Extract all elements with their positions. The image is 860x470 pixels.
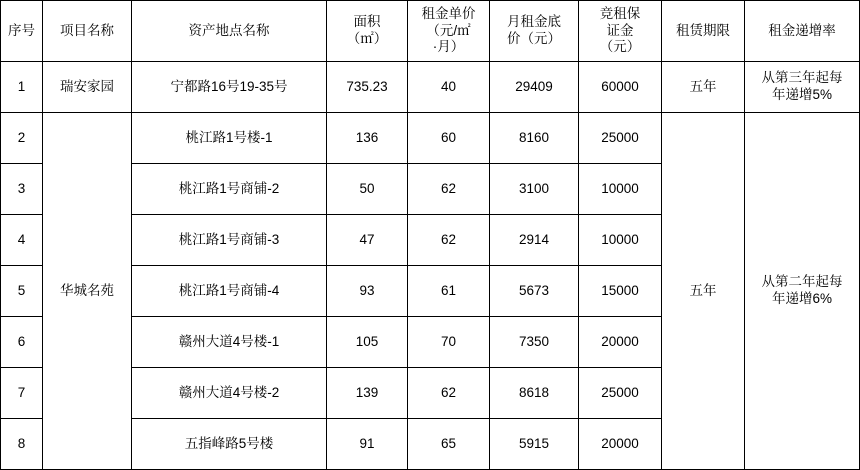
cell-unit-price: 65 (408, 419, 490, 470)
cell-index: 7 (1, 368, 43, 419)
cell-location: 赣州大道4号楼-1 (132, 317, 327, 368)
cell-monthly-floor: 2914 (490, 215, 579, 266)
cell-location: 赣州大道4号楼-2 (132, 368, 327, 419)
cell-project: 华城名苑 (43, 113, 132, 470)
column-header-term: 租赁期限 (662, 1, 745, 62)
cell-unit-price: 62 (408, 368, 490, 419)
cell-monthly-floor: 8160 (490, 113, 579, 164)
cell-monthly-floor: 5915 (490, 419, 579, 470)
cell-unit-price: 62 (408, 215, 490, 266)
cell-location: 五指峰路5号楼 (132, 419, 327, 470)
column-header-unit-price (408, 1, 490, 62)
cell-monthly-floor: 3100 (490, 164, 579, 215)
table-row (1, 62, 860, 113)
column-header-deposit-line3: （元） (599, 39, 641, 55)
cell-area: 735.23 (327, 62, 408, 113)
cell-area: 91 (327, 419, 408, 470)
cell-deposit: 15000 (579, 266, 662, 317)
table-body (1, 62, 860, 470)
column-header-unit-price-line2: （元/㎡ (426, 22, 471, 38)
cell-index: 8 (1, 419, 43, 470)
column-header-deposit-line1: 竞租保 (599, 5, 641, 21)
table-header (1, 1, 860, 62)
cell-index: 1 (1, 62, 43, 113)
column-header-area-line1: 面积 (353, 14, 381, 30)
cell-escalation-line2: 年递增6% (771, 291, 832, 306)
cell-escalation-line1: 从第二年起每 (761, 274, 843, 290)
column-header-unit-price-line1: 租金单价 (421, 5, 476, 21)
column-header-escalation: 租金递增率 (745, 1, 860, 62)
cell-index: 4 (1, 215, 43, 266)
column-header-deposit (579, 1, 662, 62)
cell-deposit: 25000 (579, 368, 662, 419)
cell-deposit: 20000 (579, 419, 662, 470)
cell-escalation-line1: 从第三年起每 (761, 70, 843, 86)
cell-index: 6 (1, 317, 43, 368)
column-header-unit-price-line3: ·月） (432, 39, 465, 55)
cell-term: 五年 (662, 62, 745, 113)
cell-location: 桃江路1号商铺-2 (132, 164, 327, 215)
cell-deposit: 60000 (579, 62, 662, 113)
cell-unit-price: 70 (408, 317, 490, 368)
cell-index: 3 (1, 164, 43, 215)
cell-index: 5 (1, 266, 43, 317)
cell-unit-price: 40 (408, 62, 490, 113)
cell-unit-price: 60 (408, 113, 490, 164)
column-header-location: 资产地点名称 (132, 1, 327, 62)
column-header-project: 项目名称 (43, 1, 132, 62)
cell-escalation (745, 62, 860, 113)
column-header-monthly-floor-line1: 月租金底 (507, 14, 561, 30)
column-header-deposit-line2: 证金 (606, 22, 634, 38)
cell-project: 瑞安家园 (43, 62, 132, 113)
header-row (1, 1, 860, 62)
cell-escalation (745, 113, 860, 470)
cell-deposit: 10000 (579, 215, 662, 266)
cell-index: 2 (1, 113, 43, 164)
cell-unit-price: 62 (408, 164, 490, 215)
cell-monthly-floor: 29409 (490, 62, 579, 113)
cell-area: 47 (327, 215, 408, 266)
cell-location: 桃江路1号楼-1 (132, 113, 327, 164)
column-header-area-line2: （㎡） (346, 31, 388, 46)
column-header-area (327, 1, 408, 62)
cell-area: 136 (327, 113, 408, 164)
column-header-monthly-floor-line2: 价（元） (507, 31, 561, 46)
cell-deposit: 25000 (579, 113, 662, 164)
column-header-monthly-floor (490, 1, 579, 62)
cell-area: 50 (327, 164, 408, 215)
cell-monthly-floor: 8618 (490, 368, 579, 419)
cell-unit-price: 61 (408, 266, 490, 317)
cell-monthly-floor: 5673 (490, 266, 579, 317)
table-row (1, 113, 860, 164)
column-header-index: 序号 (1, 1, 43, 62)
cell-deposit: 10000 (579, 164, 662, 215)
cell-escalation-line2: 年递增5% (771, 87, 832, 102)
cell-location: 宁都路16号19-35号 (132, 62, 327, 113)
cell-location: 桃江路1号商铺-4 (132, 266, 327, 317)
cell-location: 桃江路1号商铺-3 (132, 215, 327, 266)
cell-deposit: 20000 (579, 317, 662, 368)
cell-monthly-floor: 7350 (490, 317, 579, 368)
cell-term: 五年 (662, 113, 745, 470)
cell-area: 105 (327, 317, 408, 368)
cell-area: 139 (327, 368, 408, 419)
cell-area: 93 (327, 266, 408, 317)
